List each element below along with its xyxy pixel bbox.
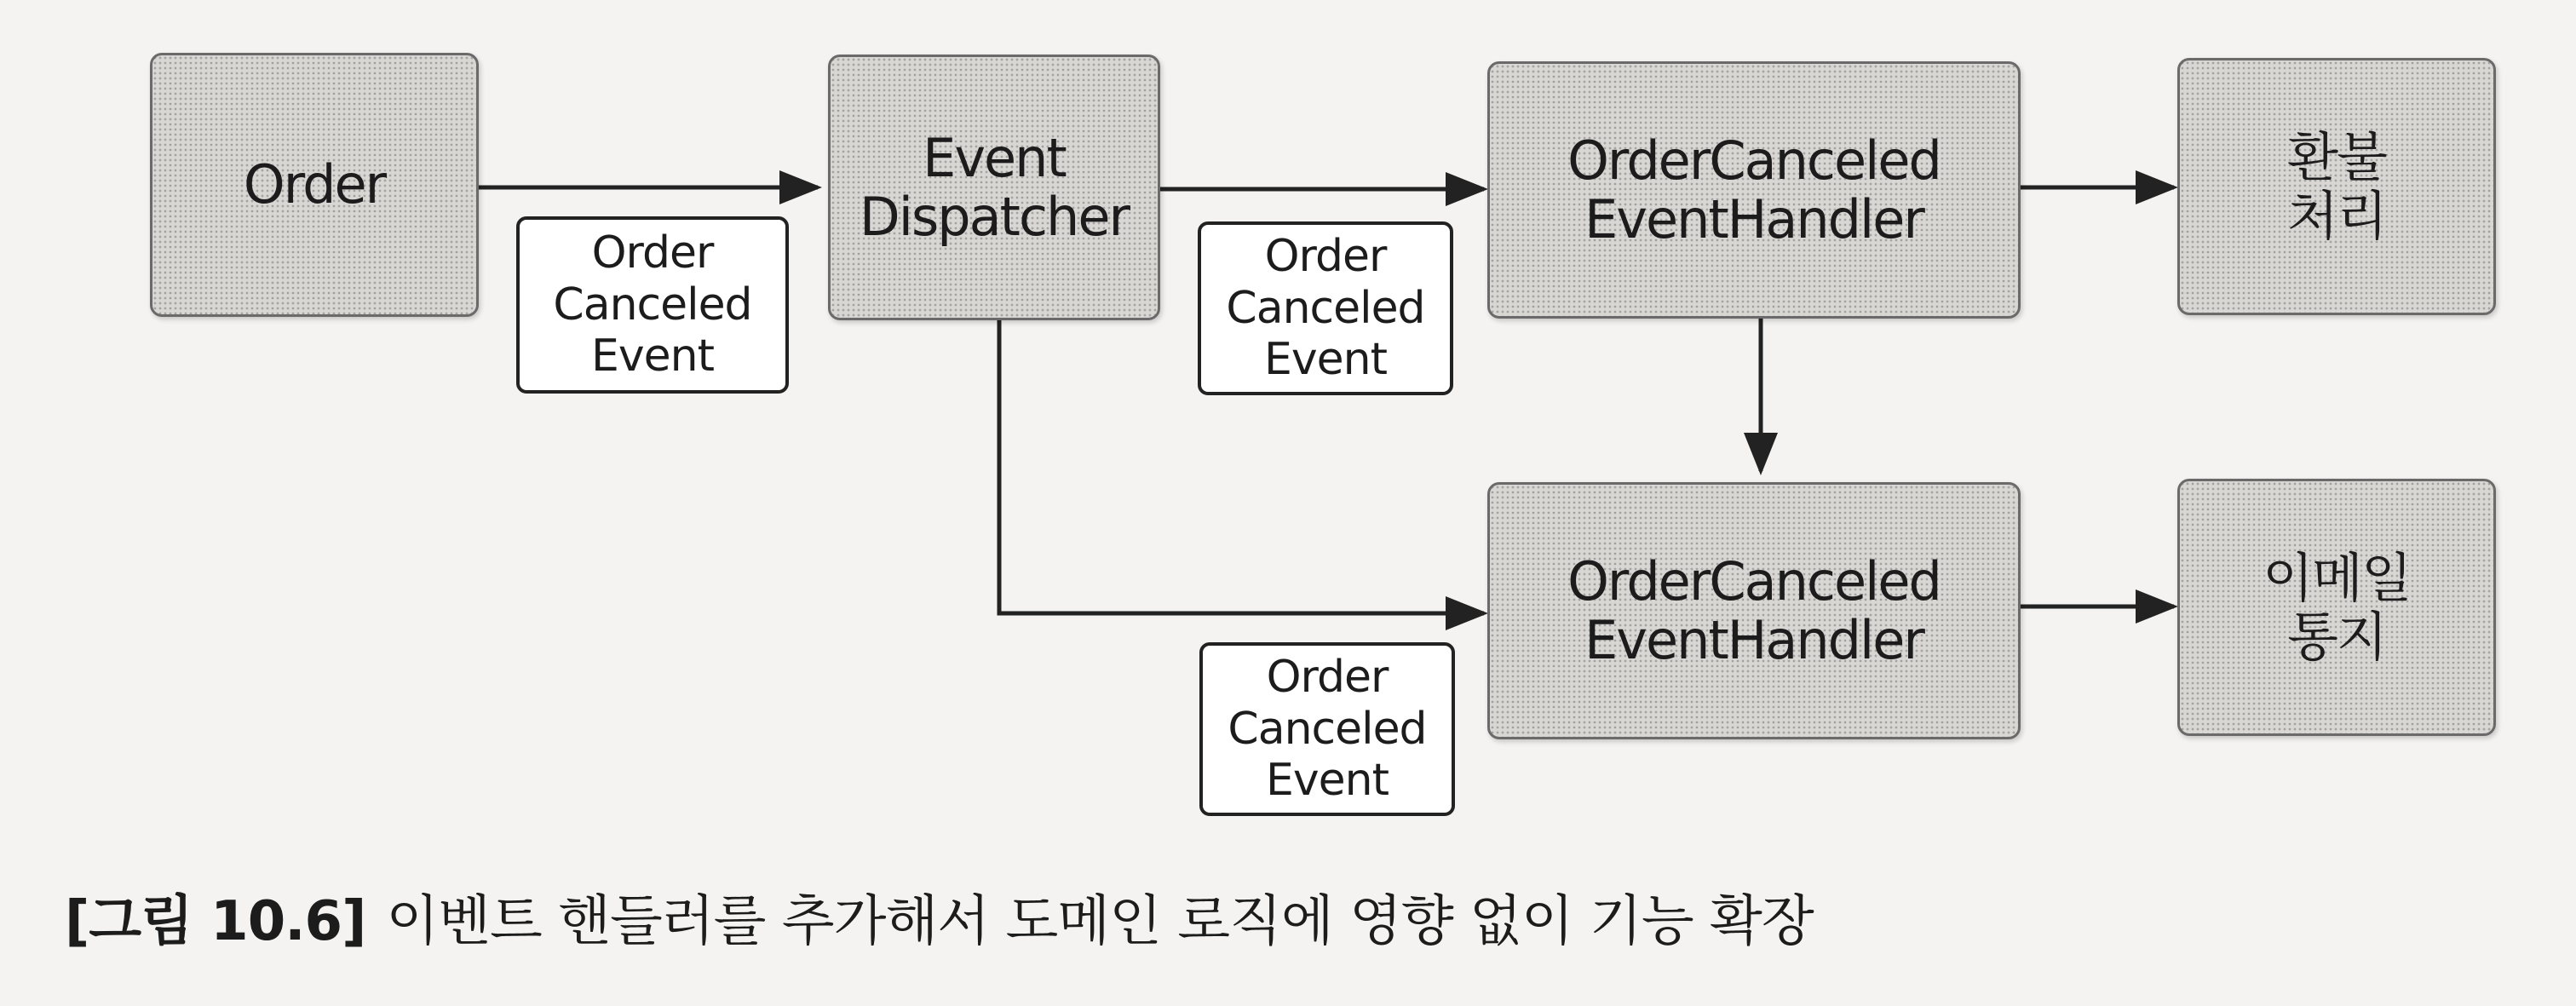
message-1-line-2: Canceled	[553, 279, 752, 331]
node-refund-line-2: 처리	[2287, 185, 2386, 247]
node-order	[150, 53, 479, 317]
node-event-dispatcher	[828, 55, 1160, 320]
message-1-line-3: Event	[591, 331, 714, 382]
message-2-line-2: Canceled	[1226, 282, 1425, 334]
node-event-dispatcher-line-1: Event	[923, 126, 1066, 189]
node-email-handler-line-2: EventHandler	[1584, 609, 1923, 671]
node-refund-line-1: 환불	[2287, 125, 2386, 188]
node-refund-handler-line-1: OrderCanceled	[1567, 129, 1941, 192]
node-email-handler	[1487, 482, 2021, 739]
node-refund	[2177, 58, 2496, 315]
node-email-line-1: 이메일	[2263, 546, 2411, 609]
figure-caption-text: 이벤트 핸들러를 추가해서 도메인 로직에 영향 없이 기능 확장	[386, 890, 1814, 953]
node-event-dispatcher-line-2: Dispatcher	[860, 186, 1129, 248]
node-email	[2177, 479, 2496, 736]
node-refund-handler	[1487, 61, 2021, 319]
message-dispatcher-to-email-handler	[1199, 642, 1455, 816]
message-3-line-3: Event	[1266, 755, 1389, 807]
message-dispatcher-to-refund-handler	[1198, 221, 1453, 395]
node-refund-handler-line-2: EventHandler	[1584, 188, 1923, 250]
figure-caption	[65, 877, 1814, 956]
figure-label: [그림 10.6]	[65, 890, 366, 953]
node-email-handler-line-1: OrderCanceled	[1567, 549, 1941, 612]
node-order-line-1: Order	[243, 153, 386, 216]
message-2-line-3: Event	[1264, 334, 1387, 386]
message-1-line-1: Order	[591, 227, 714, 279]
message-2-line-1: Order	[1264, 230, 1387, 282]
message-3-line-2: Canceled	[1228, 703, 1427, 755]
node-email-line-2: 통지	[2287, 606, 2386, 668]
message-order-to-dispatcher	[516, 216, 789, 394]
message-3-line-1: Order	[1266, 651, 1389, 703]
